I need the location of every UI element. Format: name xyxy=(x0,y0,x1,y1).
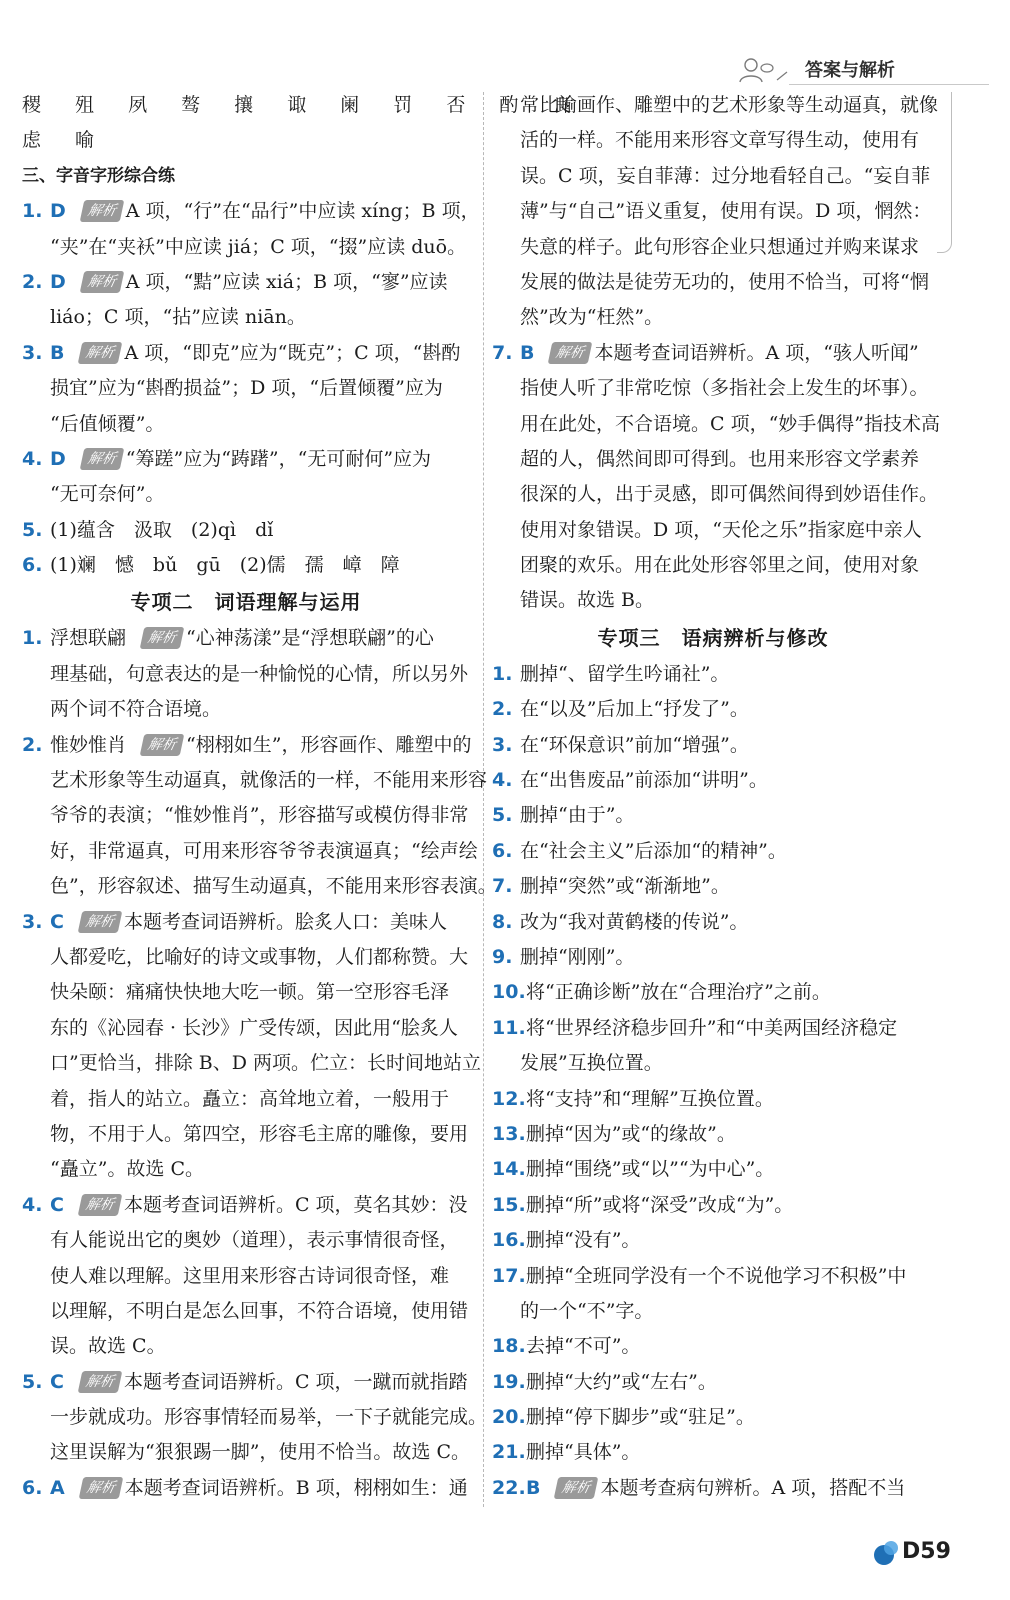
answer-text: 去掉“不可”。 xyxy=(526,1335,641,1358)
answer-text-line: liáo；C 项，“拈”应读 niān。 xyxy=(50,306,306,329)
item-number: 15. xyxy=(492,1193,526,1216)
item-number: 6. xyxy=(22,1476,43,1499)
answer-text-line: 错误。故选 B。 xyxy=(520,589,655,612)
answer-text: 在“社会主义”后添加“的精神”。 xyxy=(520,839,787,862)
answer-item xyxy=(492,1365,934,1400)
answer-text-line: “后值倾覆”。 xyxy=(50,412,165,435)
answer-text: 本题考查词语辨析。B 项，栩栩如生：通 xyxy=(124,1476,468,1499)
answer-text-line: 用在此处，不合语境。C 项，“妙手偶得”指技术高 xyxy=(520,412,941,435)
answer-item xyxy=(492,1117,934,1152)
answer-choice: D xyxy=(50,200,66,223)
answer-item xyxy=(492,1223,934,1258)
page-header xyxy=(733,54,1010,90)
item-number: 5. xyxy=(22,1370,43,1393)
header-title: 答案与解析 xyxy=(805,60,895,81)
answer-item xyxy=(492,1435,934,1470)
answer-text-line: 失意的样子。此句形容企业只想通过并购来谋求 xyxy=(520,235,920,258)
answer-text-line: 理基础，句意表达的是一种愉悦的心情，所以另外 xyxy=(50,662,469,685)
answer-item xyxy=(492,1400,934,1435)
item-number: 11. xyxy=(492,1016,526,1039)
answer-text-line: 损宜”应为“斟酌损益”；D 项，“后置倾覆”应为 xyxy=(50,377,443,400)
answer-text: 本题考查词语辨析。C 项，一蹴而就指踏 xyxy=(123,1370,468,1393)
answer-text-line: 口”更恰当，排除 B、D 两项。伫立：长时间地站立 xyxy=(50,1052,481,1075)
answer-choice: C xyxy=(50,1370,64,1393)
item-number: 13. xyxy=(492,1122,526,1145)
answer-text: 删掉“因为”或“的缘故”。 xyxy=(526,1122,736,1145)
answer-text-line: 超的人，偶然间即可得到。也用来形容文学素养 xyxy=(520,447,920,470)
answer-text: 在“环保意识”前加“增强”。 xyxy=(520,733,749,756)
answer-item xyxy=(492,905,934,940)
item-number: 9. xyxy=(492,945,513,968)
answer-choice: B xyxy=(520,341,535,364)
item-number: 16. xyxy=(492,1229,526,1252)
page-number: D59 xyxy=(902,1539,951,1564)
answer-text: 删掉“由于”。 xyxy=(520,804,635,827)
answer-choice: C xyxy=(50,910,64,933)
answer-text-line: 人都爱吃，比喻好的诗文或事物，人们都称赞。大 xyxy=(50,945,469,968)
answer-text-line: 好，非常逼真，可用来形容爷爷表演逼真；“绘声绘 xyxy=(50,839,478,862)
answer-text: 删掉“刚刚”。 xyxy=(520,945,635,968)
item-number: 4. xyxy=(22,1193,43,1216)
item-number: 18. xyxy=(492,1335,526,1358)
section-title: 专项二 词语理解与运用 xyxy=(130,590,362,615)
column-divider xyxy=(483,92,484,1507)
item-number: 2. xyxy=(492,698,513,721)
answer-text: A 项，“黠”应读 xiá；B 项，“寥”应读 xyxy=(125,270,448,293)
page-badge-highlight-icon xyxy=(884,1541,898,1555)
answer-item xyxy=(22,265,470,300)
character-list: 稷 殂 夙 骜 攘 诹 阑 罚 否 酌 良 xyxy=(22,94,586,116)
answer-text: 删掉“突然”或“渐渐地”。 xyxy=(520,875,730,898)
answer-text-line: 有人能说出它的奥妙（道理），表示事情很奇怪， xyxy=(50,1229,459,1252)
answer-item xyxy=(22,513,470,548)
answer-text: 在“出售废品”前添加“讲明”。 xyxy=(520,769,768,792)
answer-text: 将“正确诊断”放在“合理治疗”之前。 xyxy=(526,981,831,1004)
analysis-tag: 解析 xyxy=(140,627,185,649)
answer-item xyxy=(492,692,934,727)
answer-choice: 浮想联翩 xyxy=(50,627,127,650)
answer-text-line: 东的《沁园春 · 长沙》广受传颂，因此用“脍炙人 xyxy=(50,1016,458,1039)
answer-text-line: “矗立”。故选 C。 xyxy=(50,1158,205,1181)
item-number: 7. xyxy=(492,341,513,364)
answer-item xyxy=(492,657,934,692)
analysis-tag: 解析 xyxy=(548,342,593,364)
answer-choice: C xyxy=(50,1193,64,1216)
answer-item xyxy=(22,194,480,229)
answer-item xyxy=(492,940,934,975)
analysis-tag: 解析 xyxy=(79,448,124,470)
answer-text: (1)蕴含 汲取 (2)qì dǐ xyxy=(50,518,274,541)
item-number: 17. xyxy=(492,1264,526,1287)
answer-text-line: 指使人听了非常吃惊（多指社会上发生的坏事）。 xyxy=(520,377,929,400)
answer-text-line: 的一个“不”字。 xyxy=(520,1299,654,1322)
answer-text: (1)斓 憾 bǔ gū (2)儒 孺 嶂 障 xyxy=(50,554,400,577)
item-number: 5. xyxy=(492,804,513,827)
item-number: 19. xyxy=(492,1370,526,1393)
answer-text: A 项，“即克”应为“既克”；C 项，“斟酌 xyxy=(124,341,461,364)
answer-item xyxy=(492,798,934,833)
sub-heading: 三、字音字形综合练 xyxy=(22,165,175,186)
analysis-tag: 解析 xyxy=(78,342,123,364)
item-number: 22. xyxy=(492,1476,526,1499)
answer-item xyxy=(22,728,470,763)
answer-item xyxy=(22,1188,470,1223)
answer-text: 本题考查病句辨析。A 项，搭配不当 xyxy=(600,1476,906,1499)
item-number: 12. xyxy=(492,1087,526,1110)
answer-text-line: 很深的人，出于灵感，即可偶然间得到妙语佳作。 xyxy=(520,483,939,506)
answer-text: 删掉“所”或将“深受”改成“为”。 xyxy=(526,1193,794,1216)
answer-text-line: 一步就成功。形容事情轻而易举，一下子就能完成。 xyxy=(50,1406,488,1429)
answer-choice: B xyxy=(50,341,65,364)
answer-text-line: 使用对象错误。D 项，“天伦之乐”指家庭中亲人 xyxy=(520,518,922,541)
answer-text-line: 着，指人的站立。矗立：高耸地立着，一般用于 xyxy=(50,1087,450,1110)
answer-text-line: 以理解，不明白是怎么回事，不符合语境，使用错 xyxy=(50,1299,469,1322)
answer-text-line: 发展的做法是徒劳无功的，使用不恰当，可将“惘 xyxy=(520,270,929,293)
answer-text: 将“世界经济稳步回升”和“中美两国经济稳定 xyxy=(526,1016,898,1039)
item-number: 1. xyxy=(22,627,43,650)
answer-text-line: 常比喻画作、雕塑中的艺术形象等生动逼真，就像 xyxy=(520,94,939,116)
answer-text: 将“支持”和“理解”互换位置。 xyxy=(526,1087,774,1110)
answer-choice: A xyxy=(50,1476,65,1499)
answer-item xyxy=(22,621,470,656)
answer-text-line: “夹”在“夹袄”中应读 jiá；C 项，“掇”应读 duō。 xyxy=(50,235,467,258)
item-number: 7. xyxy=(492,875,513,898)
answer-item xyxy=(492,1471,934,1506)
answer-item xyxy=(492,834,934,869)
answer-text-line: 然”改为“枉然”。 xyxy=(520,306,664,329)
answer-item xyxy=(22,548,470,583)
answer-text: 删掉“、留学生吟诵社”。 xyxy=(520,662,730,685)
item-number: 14. xyxy=(492,1158,526,1181)
answer-item xyxy=(492,1329,934,1364)
item-number: 5. xyxy=(22,518,43,541)
answer-choice: D xyxy=(50,270,66,293)
right-column xyxy=(492,88,941,1506)
answer-item xyxy=(492,869,934,904)
answer-item xyxy=(492,1082,934,1117)
answer-text-line: 活的一样。不能用来形容文章写得生动，使用有 xyxy=(520,129,920,152)
item-number: 4. xyxy=(22,447,43,470)
answer-text-line: 艺术形象等生动逼真，就像活的一样，不能用来形容 xyxy=(50,769,488,792)
answer-item xyxy=(22,1471,470,1506)
answer-item xyxy=(492,336,934,371)
answer-item xyxy=(492,975,934,1010)
analysis-tag: 解析 xyxy=(79,200,124,222)
answer-text-line: 团聚的欢乐。用在此处形容邻里之间，使用对象 xyxy=(520,554,920,577)
answer-text-line: 误。故选 C。 xyxy=(50,1335,166,1358)
answer-text: 删掉“停下脚步”或“驻足”。 xyxy=(526,1406,755,1429)
header-divider xyxy=(789,84,989,85)
answer-text: 在“以及”后加上“抒发了”。 xyxy=(520,698,749,721)
item-number: 1. xyxy=(492,662,513,685)
analysis-tag: 解析 xyxy=(554,1477,599,1499)
item-number: 3. xyxy=(22,910,43,933)
analysis-tag: 解析 xyxy=(140,734,185,756)
answer-choice: D xyxy=(50,447,66,470)
answer-text: 删掉“没有”。 xyxy=(526,1229,641,1252)
answer-text-line: 使人难以理解。这里用来形容古诗词很奇怪，难 xyxy=(50,1264,450,1287)
answer-choice: B xyxy=(526,1476,541,1499)
analysis-tag: 解析 xyxy=(78,1477,123,1499)
answer-text-line: 快朵颐：痛痛快快地大吃一顿。第一空形容毛泽 xyxy=(50,981,450,1004)
item-number: 3. xyxy=(492,733,513,756)
analysis-tag: 解析 xyxy=(79,271,124,293)
answer-item xyxy=(492,1188,934,1223)
answer-item xyxy=(492,1152,934,1187)
item-number: 20. xyxy=(492,1406,526,1429)
answer-text-line: 两个词不符合语境。 xyxy=(50,698,222,721)
answer-text-line: 爷爷的表演；“惟妙惟肖”，形容描写或模仿得非常 xyxy=(50,804,469,827)
answer-choice: 惟妙惟肖 xyxy=(50,733,127,756)
answer-text: 删掉“围绕”或“以”“为中心”。 xyxy=(526,1158,775,1181)
reading-person-icon xyxy=(737,56,789,88)
answer-text: 本题考查词语辨析。脍炙人口：美味人 xyxy=(123,910,447,933)
answer-text: “筹蹉”应为“踌躇”，“无可耐何”应为 xyxy=(125,447,432,470)
item-number: 8. xyxy=(492,910,513,933)
answer-item xyxy=(22,1365,470,1400)
answer-item xyxy=(22,905,470,940)
answer-text-line: 物，不用于人。第四空，形容毛主席的雕像，要用 xyxy=(50,1122,469,1145)
item-number: 21. xyxy=(492,1441,526,1464)
answer-item xyxy=(22,336,470,371)
answer-text: “心神荡漾”是“浮想联翩”的心 xyxy=(186,627,434,650)
item-number: 6. xyxy=(492,839,513,862)
section-title: 专项三 语病辨析与修改 xyxy=(597,625,829,650)
item-number: 10. xyxy=(492,981,526,1004)
answer-text-line: 这里误解为“狠狠踢一脚”，使用不恰当。故选 C。 xyxy=(50,1441,471,1464)
item-number: 1. xyxy=(22,200,43,223)
answer-text: 删掉“全班同学没有一个不说他学习不积极”中 xyxy=(526,1264,907,1287)
analysis-tag: 解析 xyxy=(78,911,123,933)
answer-text-line: 薄”与“自己”语义重复，使用有误。D 项，惘然： xyxy=(520,200,932,223)
answer-item xyxy=(492,728,934,763)
item-number: 6. xyxy=(22,554,43,577)
item-number: 3. xyxy=(22,341,43,364)
analysis-tag: 解析 xyxy=(78,1371,123,1393)
analysis-tag: 解析 xyxy=(78,1194,123,1216)
item-number: 2. xyxy=(22,733,43,756)
page-footer xyxy=(868,1535,968,1571)
answer-item xyxy=(492,1259,934,1294)
margin-bracket xyxy=(937,92,952,253)
answer-text-line: 误。C 项，妄自菲薄：过分地看轻自己。“妄自菲 xyxy=(520,164,931,187)
answer-item xyxy=(22,442,470,477)
character-list: 虑 喻 xyxy=(22,129,109,152)
item-number: 4. xyxy=(492,769,513,792)
answer-text: A 项，“行”在“品行”中应读 xíng；B 项， xyxy=(125,200,480,223)
answer-text: 本题考查词语辨析。C 项，莫名其妙：没 xyxy=(123,1193,468,1216)
answer-text-line: 色”，形容叙述、描写生动逼真，不能用来形容表演。 xyxy=(50,875,497,898)
item-number: 2. xyxy=(22,270,43,293)
answer-text: 改为“我对黄鹤楼的传说”。 xyxy=(520,910,749,933)
answer-text: 删掉“大约”或“左右”。 xyxy=(526,1370,717,1393)
answer-text-line: 发展”互换位置。 xyxy=(520,1052,663,1075)
answer-text: 删掉“具体”。 xyxy=(526,1441,641,1464)
answer-item xyxy=(492,763,934,798)
answer-text-line: “无可奈何”。 xyxy=(50,483,165,506)
answer-text: 本题考查词语辨析。A 项，“骇人听闻” xyxy=(594,341,919,364)
answer-text: “栩栩如生”，形容画作、雕塑中的 xyxy=(186,733,472,756)
answer-item xyxy=(492,1011,934,1046)
